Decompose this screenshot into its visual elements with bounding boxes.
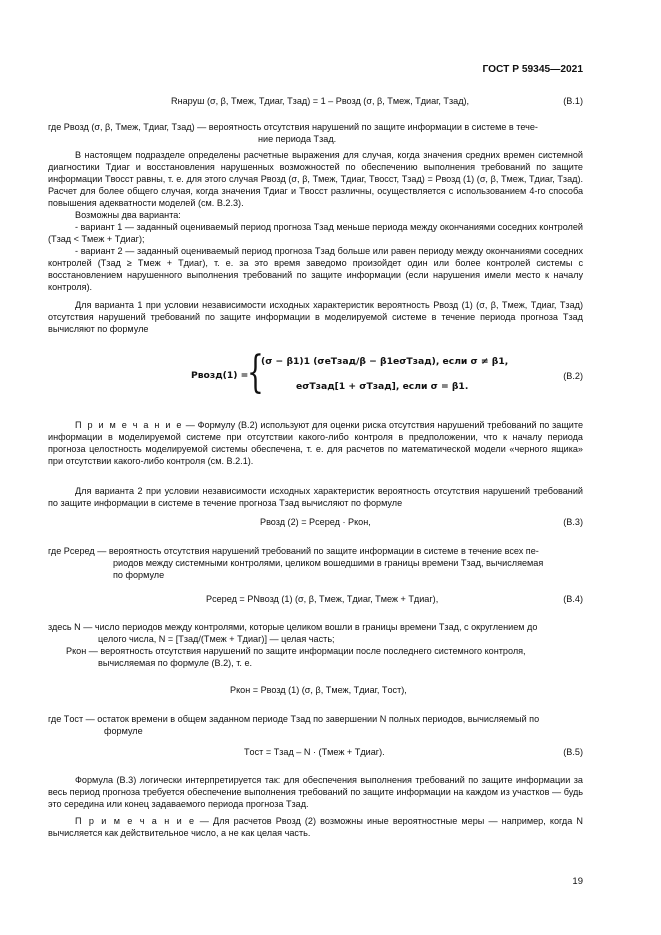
formula-b2-case-2: eσTзад[1 + σTзад], если σ = β1. — [296, 381, 469, 392]
formula-b2-case-1: (σ − β1)1 (σeTзад/β − β1eσTзад), если σ ≠ β1, — [261, 356, 509, 367]
paragraph-two-variants: Возможны два варианта: — [75, 210, 181, 220]
list-item-variant-1: - вариант 1 — заданный оцениваемый период прогноза Tзад меньше периода между окончаниями соседних контролей (Tзад < Tмеж + Tдиаг); — [48, 222, 583, 244]
formula-b2-brace: { — [247, 347, 264, 398]
definition-tost-line1: где Tост — остаток времени в общем заданном периоде Tзад по завершении N полных периодов, вычисляемый по — [48, 714, 540, 724]
note-2-label: П р и м е ч а н и е — [75, 816, 196, 826]
definition-pkon-line1: Pкон — вероятность отсутствия нарушений по защите информации после последнего системного контроля, — [66, 646, 526, 656]
document-header: ГОСТ Р 59345—2021 — [482, 64, 583, 75]
definition-n-line2: целого числа, N = [Tзад/(Tмеж + Tдиаг)] — целая часть; — [98, 634, 335, 644]
formula-pkon: Pкон = Pвозд (1) (σ, β, Tмеж, Tдиаг, Tост), — [230, 685, 407, 695]
note-1-text: — Формулу (В.2) используют для оценки риска отсутствия нарушений требований по защите информации в моделируемой системе при отсутствии какого-либо контроля в предположении, что к началу периода прогноза целостность моделируемой системы обеспечена, т. е. для расчетов по математической модели «черного ящика» при отсутствии какого-либо контроля (см. В.2.1). — [48, 420, 584, 466]
definition-pkon-line2: вычисляемая по формуле (В.2), т. е. — [98, 658, 253, 668]
page-number: 19 — [572, 876, 583, 887]
note-2 — [48, 815, 583, 839]
formula-b3-number: (В.3) — [563, 517, 583, 527]
list-item-variant-2: - вариант 2 — заданный оцениваемый период прогноза Tзад больше или равен периоду между окончаниями соседних контролей (Tзад ≥ Tмеж + Tдиаг), т. е. за это время заведомо произойдет один или более контролей системы с восстановлением нарушенного выполнения требований по защите информации (если нарушения имели место к началу контроля). — [48, 246, 583, 292]
formula-b1: Rнаруш (σ, β, Tмеж, Tдиаг, Tзад) = 1 – Pвозд (σ, β, Tмеж, Tдиаг, Tзад), — [171, 96, 470, 106]
definition-tost-line2: формуле — [104, 726, 143, 736]
definition-pcered-line3: по формуле — [113, 570, 165, 580]
formula-b2-lhs: Pвозд(1) = — [191, 370, 249, 381]
definition-pcered-line1: где Pсеред — вероятность отсутствия нарушений требований по защите информации в системе в течение всех пе- — [48, 546, 539, 556]
paragraph-variant-2-formula-intro: Для варианта 2 при условии независимости исходных характеристик вероятность отсутствия нарушений требований по защите информации в системе в течение прогноза Tзад вычисляют по формуле — [48, 486, 583, 508]
note-2-text: — Для расчетов Pвозд (2) возможны иные вероятностные меры — например, когда N вычисляется как действительное число, а не как целая часть. — [48, 816, 583, 838]
definition-pcered-line2: риодов между системными контролями, целиком вошедшими в границы времени Tзад, вычисляемая — [113, 558, 544, 568]
note-1-label: П р и м е ч а н и е — [75, 420, 184, 430]
formula-b5-number: (В.5) — [563, 747, 583, 757]
formula-b5: Tост = Tзад – N · (Tмеж + Tдиаг). — [244, 747, 385, 757]
definition-pvozd-line1: где Pвозд (σ, β, Tмеж, Tдиаг, Tзад) — вероятность отсутствия нарушений по защите информации в системе в тече- — [48, 122, 538, 132]
formula-b3: Pвозд (2) = Pсеред · Pкон, — [260, 517, 371, 527]
definition-pvozd-line2: ние периода Tзад. — [258, 134, 337, 144]
formula-b4-number: (В.4) — [563, 594, 583, 604]
formula-b1-number: (В.1) — [563, 96, 583, 106]
paragraph-intro: В настоящем подразделе определены расчетные выражения для случая, когда значения средних времен системной диагностики Tдиаг и восстановления нарушенных возможностей по обеспечению выполнения требований по защите информации Tвосст равны, т. е. для этого случая Pвозд (σ, β, Tмеж, Tдиаг, Tвосст, Tзад) = Pвозд (1) (σ, β, Tмеж, Tдиаг, Tзад). Расчет для более общего случая, когда значения Tдиаг и Tвосст различны, осуществляется с использованием 4-го способа повышения адекватности моделей (см. В.2.3). — [48, 150, 583, 208]
note-1 — [48, 419, 583, 467]
paragraph-variant-1-formula-intro: Для варианта 1 при условии независимости исходных характеристик вероятность Pвозд (1) (σ, β, Tмеж, Tдиаг, Tзад) отсутствия нарушений требований по защите информации в моделируемой системе в течение периода прогноза Tзад вычисляют по формуле — [48, 300, 583, 334]
formula-b4: Pсеред = PNвозд (1) (σ, β, Tмеж, Tдиаг, Tмеж + Tдиаг), — [206, 594, 439, 604]
definition-n-line1: здесь N — число периодов между контролями, которые целиком вошли в границы времени Tзад, с округлением до — [48, 622, 538, 632]
formula-b2-number: (В.2) — [563, 371, 583, 381]
paragraph-b3-interpretation: Формула (В.3) логически интерпретируется так: для обеспечения выполнения требований по защите информации за весь период прогноза требуется обеспечение выполнения требований по защите информации на каждом из участков — будь это середина или конец задаваемого периода прогноза Tзад. — [48, 775, 583, 809]
